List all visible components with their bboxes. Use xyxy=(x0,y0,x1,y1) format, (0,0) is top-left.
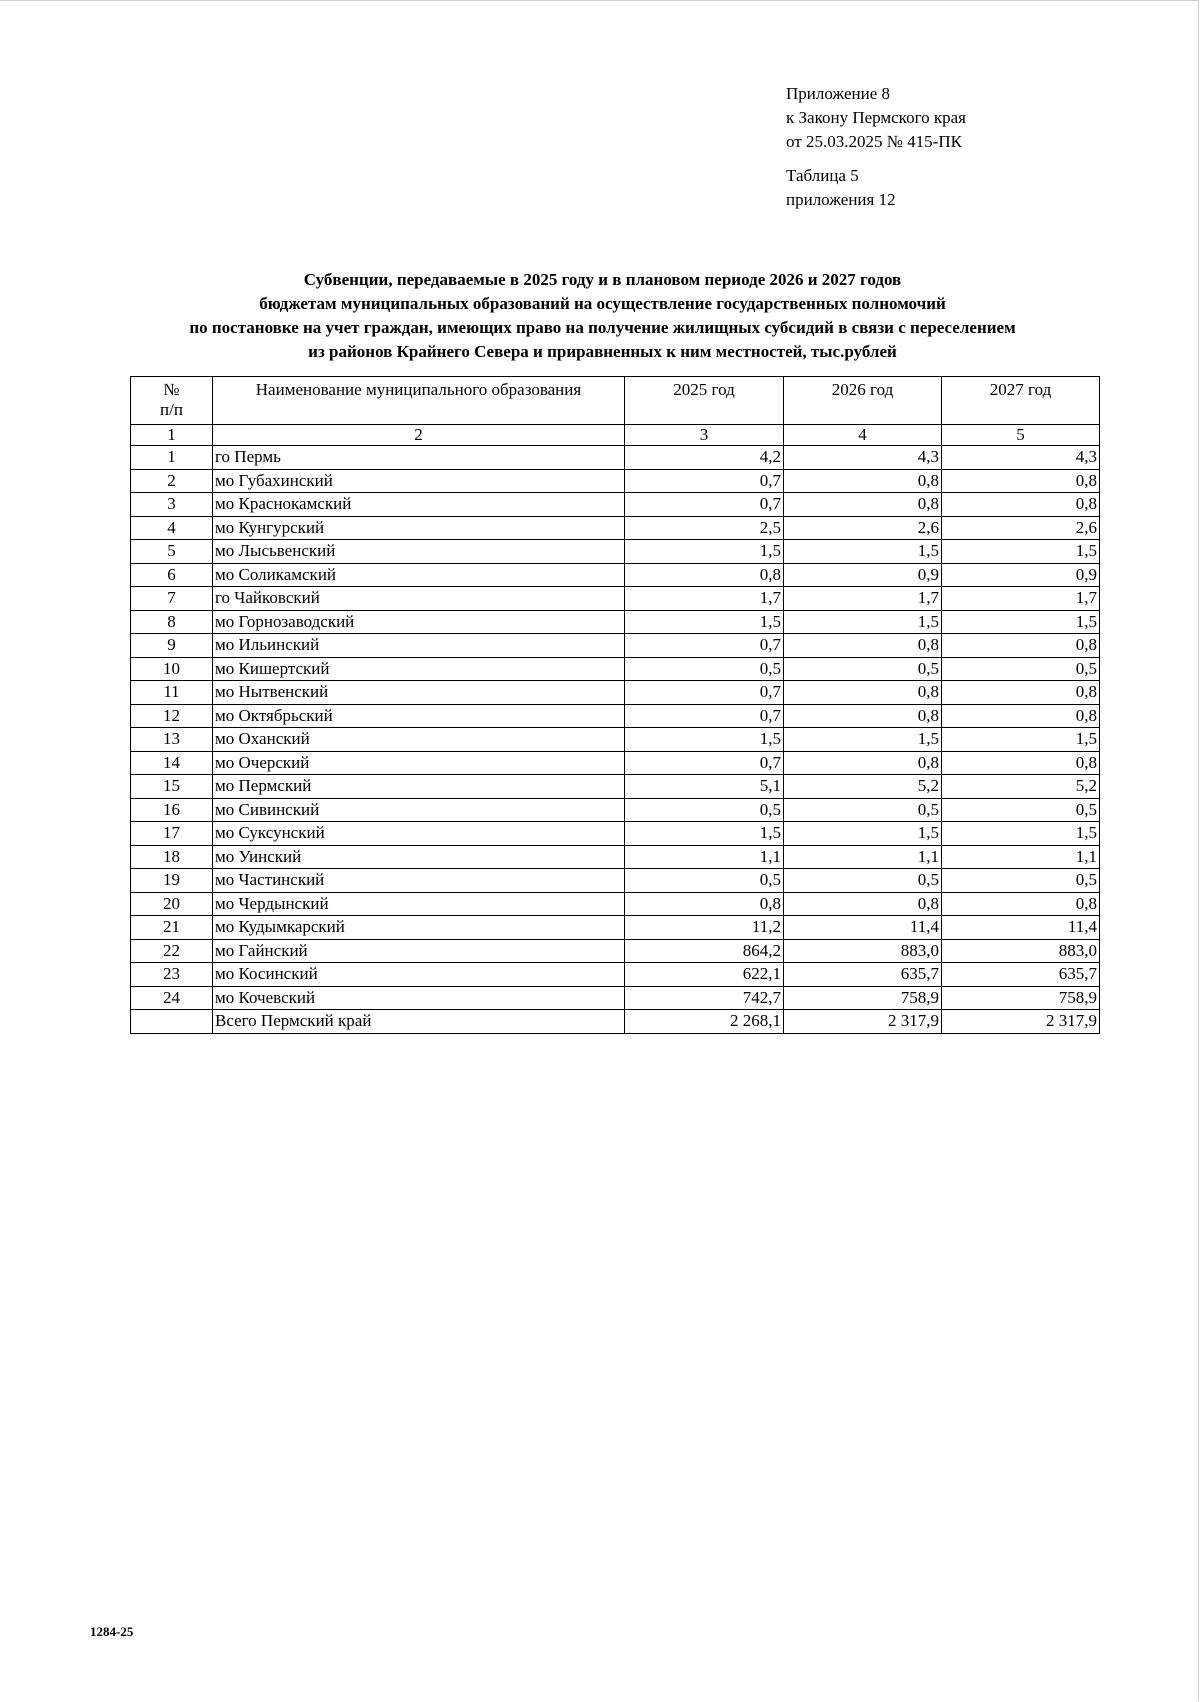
value-2026-cell: 0,9 xyxy=(784,563,942,587)
value-2025-cell: 5,1 xyxy=(625,775,784,799)
value-2025-cell: 0,7 xyxy=(625,469,784,493)
value-2025-cell: 622,1 xyxy=(625,963,784,987)
municipality-cell: мо Кунгурский xyxy=(213,516,625,540)
value-2025-cell: 11,2 xyxy=(625,916,784,940)
municipality-cell: мо Косинский xyxy=(213,963,625,987)
annex-line: от 25.03.2025 № 415-ПК xyxy=(786,132,962,151)
row-number-cell: 13 xyxy=(131,728,213,752)
row-number-cell: 2 xyxy=(131,469,213,493)
value-2026-cell: 635,7 xyxy=(784,963,942,987)
row-number-cell: 15 xyxy=(131,775,213,799)
value-2025-cell: 742,7 xyxy=(625,986,784,1010)
title-line: бюджетам муниципальных образований на осуществление государственных полномочий xyxy=(259,294,946,313)
table-row xyxy=(131,563,1100,587)
municipality-cell: мо Чердынский xyxy=(213,892,625,916)
municipality-cell: мо Частинский xyxy=(213,869,625,893)
column-number: 5 xyxy=(942,425,1100,446)
row-number-cell: 19 xyxy=(131,869,213,893)
municipality-cell: мо Уинский xyxy=(213,845,625,869)
table-row xyxy=(131,657,1100,681)
value-2027-cell: 0,5 xyxy=(942,869,1100,893)
value-2025-cell: 1,7 xyxy=(625,587,784,611)
value-2026-cell: 0,8 xyxy=(784,681,942,705)
row-number-cell: 24 xyxy=(131,986,213,1010)
column-number: 3 xyxy=(625,425,784,446)
municipality-cell: го Чайковский xyxy=(213,587,625,611)
value-2027-cell: 0,8 xyxy=(942,469,1100,493)
row-number-cell: 4 xyxy=(131,516,213,540)
annex-line: Таблица 5 xyxy=(786,166,859,185)
municipality-cell: мо Гайнский xyxy=(213,939,625,963)
value-2027-cell: 1,5 xyxy=(942,822,1100,846)
municipality-cell: мо Губахинский xyxy=(213,469,625,493)
value-2027-cell: 4,3 xyxy=(942,446,1100,470)
value-2025-cell: 0,5 xyxy=(625,869,784,893)
row-number-cell: 17 xyxy=(131,822,213,846)
value-2027-cell: 1,5 xyxy=(942,610,1100,634)
value-2027-cell: 883,0 xyxy=(942,939,1100,963)
value-2027-cell: 635,7 xyxy=(942,963,1100,987)
subventions-table xyxy=(130,376,1100,1034)
row-number-cell: 18 xyxy=(131,845,213,869)
value-2027-cell: 0,8 xyxy=(942,751,1100,775)
value-2027-cell: 758,9 xyxy=(942,986,1100,1010)
value-2025-cell: 0,7 xyxy=(625,681,784,705)
row-number-cell: 6 xyxy=(131,563,213,587)
table-row xyxy=(131,634,1100,658)
row-number-cell: 7 xyxy=(131,587,213,611)
table-row xyxy=(131,822,1100,846)
municipality-cell: мо Лысьвенский xyxy=(213,540,625,564)
value-2025-cell: 0,7 xyxy=(625,634,784,658)
title-line: Субвенции, передаваемые в 2025 году и в плановом периоде 2026 и 2027 годов xyxy=(303,270,902,289)
row-number-cell xyxy=(131,1010,213,1034)
annex-line: Приложение 8 xyxy=(786,84,890,103)
header-number: № п/п xyxy=(131,377,213,425)
value-2027-cell: 1,7 xyxy=(942,587,1100,611)
table-row xyxy=(131,587,1100,611)
table-row xyxy=(131,681,1100,705)
row-number-cell: 9 xyxy=(131,634,213,658)
value-2026-cell: 0,5 xyxy=(784,869,942,893)
table-row xyxy=(131,540,1100,564)
municipality-cell: мо Соликамский xyxy=(213,563,625,587)
column-number: 2 xyxy=(213,425,625,446)
value-2026-cell: 883,0 xyxy=(784,939,942,963)
value-2026-cell: 1,1 xyxy=(784,845,942,869)
document-code: 1284-25 xyxy=(90,1624,134,1639)
row-number-cell: 3 xyxy=(131,493,213,517)
value-2027-cell: 11,4 xyxy=(942,916,1100,940)
column-number-row xyxy=(131,425,1100,446)
municipality-cell: мо Оханский xyxy=(213,728,625,752)
value-2025-cell: 1,5 xyxy=(625,610,784,634)
value-2025-cell: 2,5 xyxy=(625,516,784,540)
value-2026-cell: 0,5 xyxy=(784,657,942,681)
municipality-cell: мо Пермский xyxy=(213,775,625,799)
table-row xyxy=(131,986,1100,1010)
header-2027: 2027 год xyxy=(942,377,1100,425)
table-row xyxy=(131,469,1100,493)
table-row xyxy=(131,493,1100,517)
table-row xyxy=(131,845,1100,869)
annex-line: к Закону Пермского края xyxy=(786,108,967,127)
value-2025-cell: 2 268,1 xyxy=(625,1010,784,1034)
row-number-cell: 21 xyxy=(131,916,213,940)
value-2026-cell: 2,6 xyxy=(784,516,942,540)
row-number-cell: 11 xyxy=(131,681,213,705)
value-2027-cell: 5,2 xyxy=(942,775,1100,799)
column-number: 4 xyxy=(784,425,942,446)
table-row xyxy=(131,939,1100,963)
total-row xyxy=(131,1010,1100,1034)
header-municipality: Наименование муниципального образования xyxy=(213,377,625,425)
municipality-cell: мо Октябрьский xyxy=(213,704,625,728)
value-2026-cell: 1,7 xyxy=(784,587,942,611)
value-2026-cell: 1,5 xyxy=(784,610,942,634)
table-row xyxy=(131,869,1100,893)
municipality-cell: мо Ильинский xyxy=(213,634,625,658)
annex-note xyxy=(786,82,966,212)
document-title xyxy=(130,268,1075,364)
value-2026-cell: 0,5 xyxy=(784,798,942,822)
value-2025-cell: 0,5 xyxy=(625,798,784,822)
table-row xyxy=(131,798,1100,822)
table-row xyxy=(131,610,1100,634)
value-2025-cell: 0,7 xyxy=(625,704,784,728)
value-2026-cell: 5,2 xyxy=(784,775,942,799)
row-number-cell: 22 xyxy=(131,939,213,963)
value-2025-cell: 4,2 xyxy=(625,446,784,470)
value-2027-cell: 1,1 xyxy=(942,845,1100,869)
row-number-cell: 8 xyxy=(131,610,213,634)
value-2027-cell: 0,8 xyxy=(942,892,1100,916)
municipality-cell: Всего Пермский край xyxy=(213,1010,625,1034)
value-2025-cell: 1,5 xyxy=(625,728,784,752)
table-row xyxy=(131,728,1100,752)
value-2026-cell: 0,8 xyxy=(784,751,942,775)
value-2025-cell: 1,5 xyxy=(625,540,784,564)
table-row xyxy=(131,963,1100,987)
value-2026-cell: 1,5 xyxy=(784,540,942,564)
value-2025-cell: 0,8 xyxy=(625,563,784,587)
row-number-cell: 14 xyxy=(131,751,213,775)
value-2026-cell: 0,8 xyxy=(784,704,942,728)
row-number-cell: 1 xyxy=(131,446,213,470)
row-number-cell: 20 xyxy=(131,892,213,916)
row-number-cell: 10 xyxy=(131,657,213,681)
value-2027-cell: 0,5 xyxy=(942,798,1100,822)
value-2026-cell: 1,5 xyxy=(784,822,942,846)
value-2027-cell: 0,8 xyxy=(942,704,1100,728)
row-number-cell: 5 xyxy=(131,540,213,564)
value-2025-cell: 0,7 xyxy=(625,751,784,775)
value-2026-cell: 1,5 xyxy=(784,728,942,752)
value-2026-cell: 2 317,9 xyxy=(784,1010,942,1034)
table-row xyxy=(131,775,1100,799)
municipality-cell: мо Нытвенский xyxy=(213,681,625,705)
row-number-cell: 16 xyxy=(131,798,213,822)
table-row xyxy=(131,446,1100,470)
table-row xyxy=(131,892,1100,916)
municipality-cell: мо Кишертский xyxy=(213,657,625,681)
value-2027-cell: 0,8 xyxy=(942,681,1100,705)
table-row xyxy=(131,751,1100,775)
header-2026: 2026 год xyxy=(784,377,942,425)
municipality-cell: мо Краснокамский xyxy=(213,493,625,517)
value-2025-cell: 0,8 xyxy=(625,892,784,916)
municipality-cell: мо Очерский xyxy=(213,751,625,775)
value-2027-cell: 0,8 xyxy=(942,493,1100,517)
value-2027-cell: 2,6 xyxy=(942,516,1100,540)
value-2026-cell: 758,9 xyxy=(784,986,942,1010)
row-number-cell: 12 xyxy=(131,704,213,728)
value-2027-cell: 0,8 xyxy=(942,634,1100,658)
municipality-cell: мо Суксунский xyxy=(213,822,625,846)
value-2025-cell: 0,7 xyxy=(625,493,784,517)
annex-line: приложения 12 xyxy=(786,190,896,209)
table-header-row xyxy=(131,377,1100,425)
value-2025-cell: 864,2 xyxy=(625,939,784,963)
value-2026-cell: 11,4 xyxy=(784,916,942,940)
value-2025-cell: 0,5 xyxy=(625,657,784,681)
table-row xyxy=(131,916,1100,940)
value-2026-cell: 0,8 xyxy=(784,892,942,916)
table-row xyxy=(131,516,1100,540)
value-2026-cell: 0,8 xyxy=(784,493,942,517)
value-2026-cell: 0,8 xyxy=(784,469,942,493)
column-number: 1 xyxy=(131,425,213,446)
table-row xyxy=(131,704,1100,728)
municipality-cell: мо Горнозаводский xyxy=(213,610,625,634)
value-2027-cell: 1,5 xyxy=(942,540,1100,564)
title-line: по постановке на учет граждан, имеющих право на получение жилищных субсидий в связи с переселением xyxy=(189,318,1016,337)
title-line: из районов Крайнего Севера и приравненных к ним местностей, тыс.рублей xyxy=(308,342,897,361)
value-2026-cell: 4,3 xyxy=(784,446,942,470)
row-number-cell: 23 xyxy=(131,963,213,987)
value-2027-cell: 0,9 xyxy=(942,563,1100,587)
value-2027-cell: 1,5 xyxy=(942,728,1100,752)
municipality-cell: мо Кочевский xyxy=(213,986,625,1010)
value-2027-cell: 2 317,9 xyxy=(942,1010,1100,1034)
municipality-cell: го Пермь xyxy=(213,446,625,470)
header-2025: 2025 год xyxy=(625,377,784,425)
municipality-cell: мо Сивинский xyxy=(213,798,625,822)
value-2025-cell: 1,5 xyxy=(625,822,784,846)
value-2027-cell: 0,5 xyxy=(942,657,1100,681)
municipality-cell: мо Кудымкарский xyxy=(213,916,625,940)
value-2026-cell: 0,8 xyxy=(784,634,942,658)
value-2025-cell: 1,1 xyxy=(625,845,784,869)
